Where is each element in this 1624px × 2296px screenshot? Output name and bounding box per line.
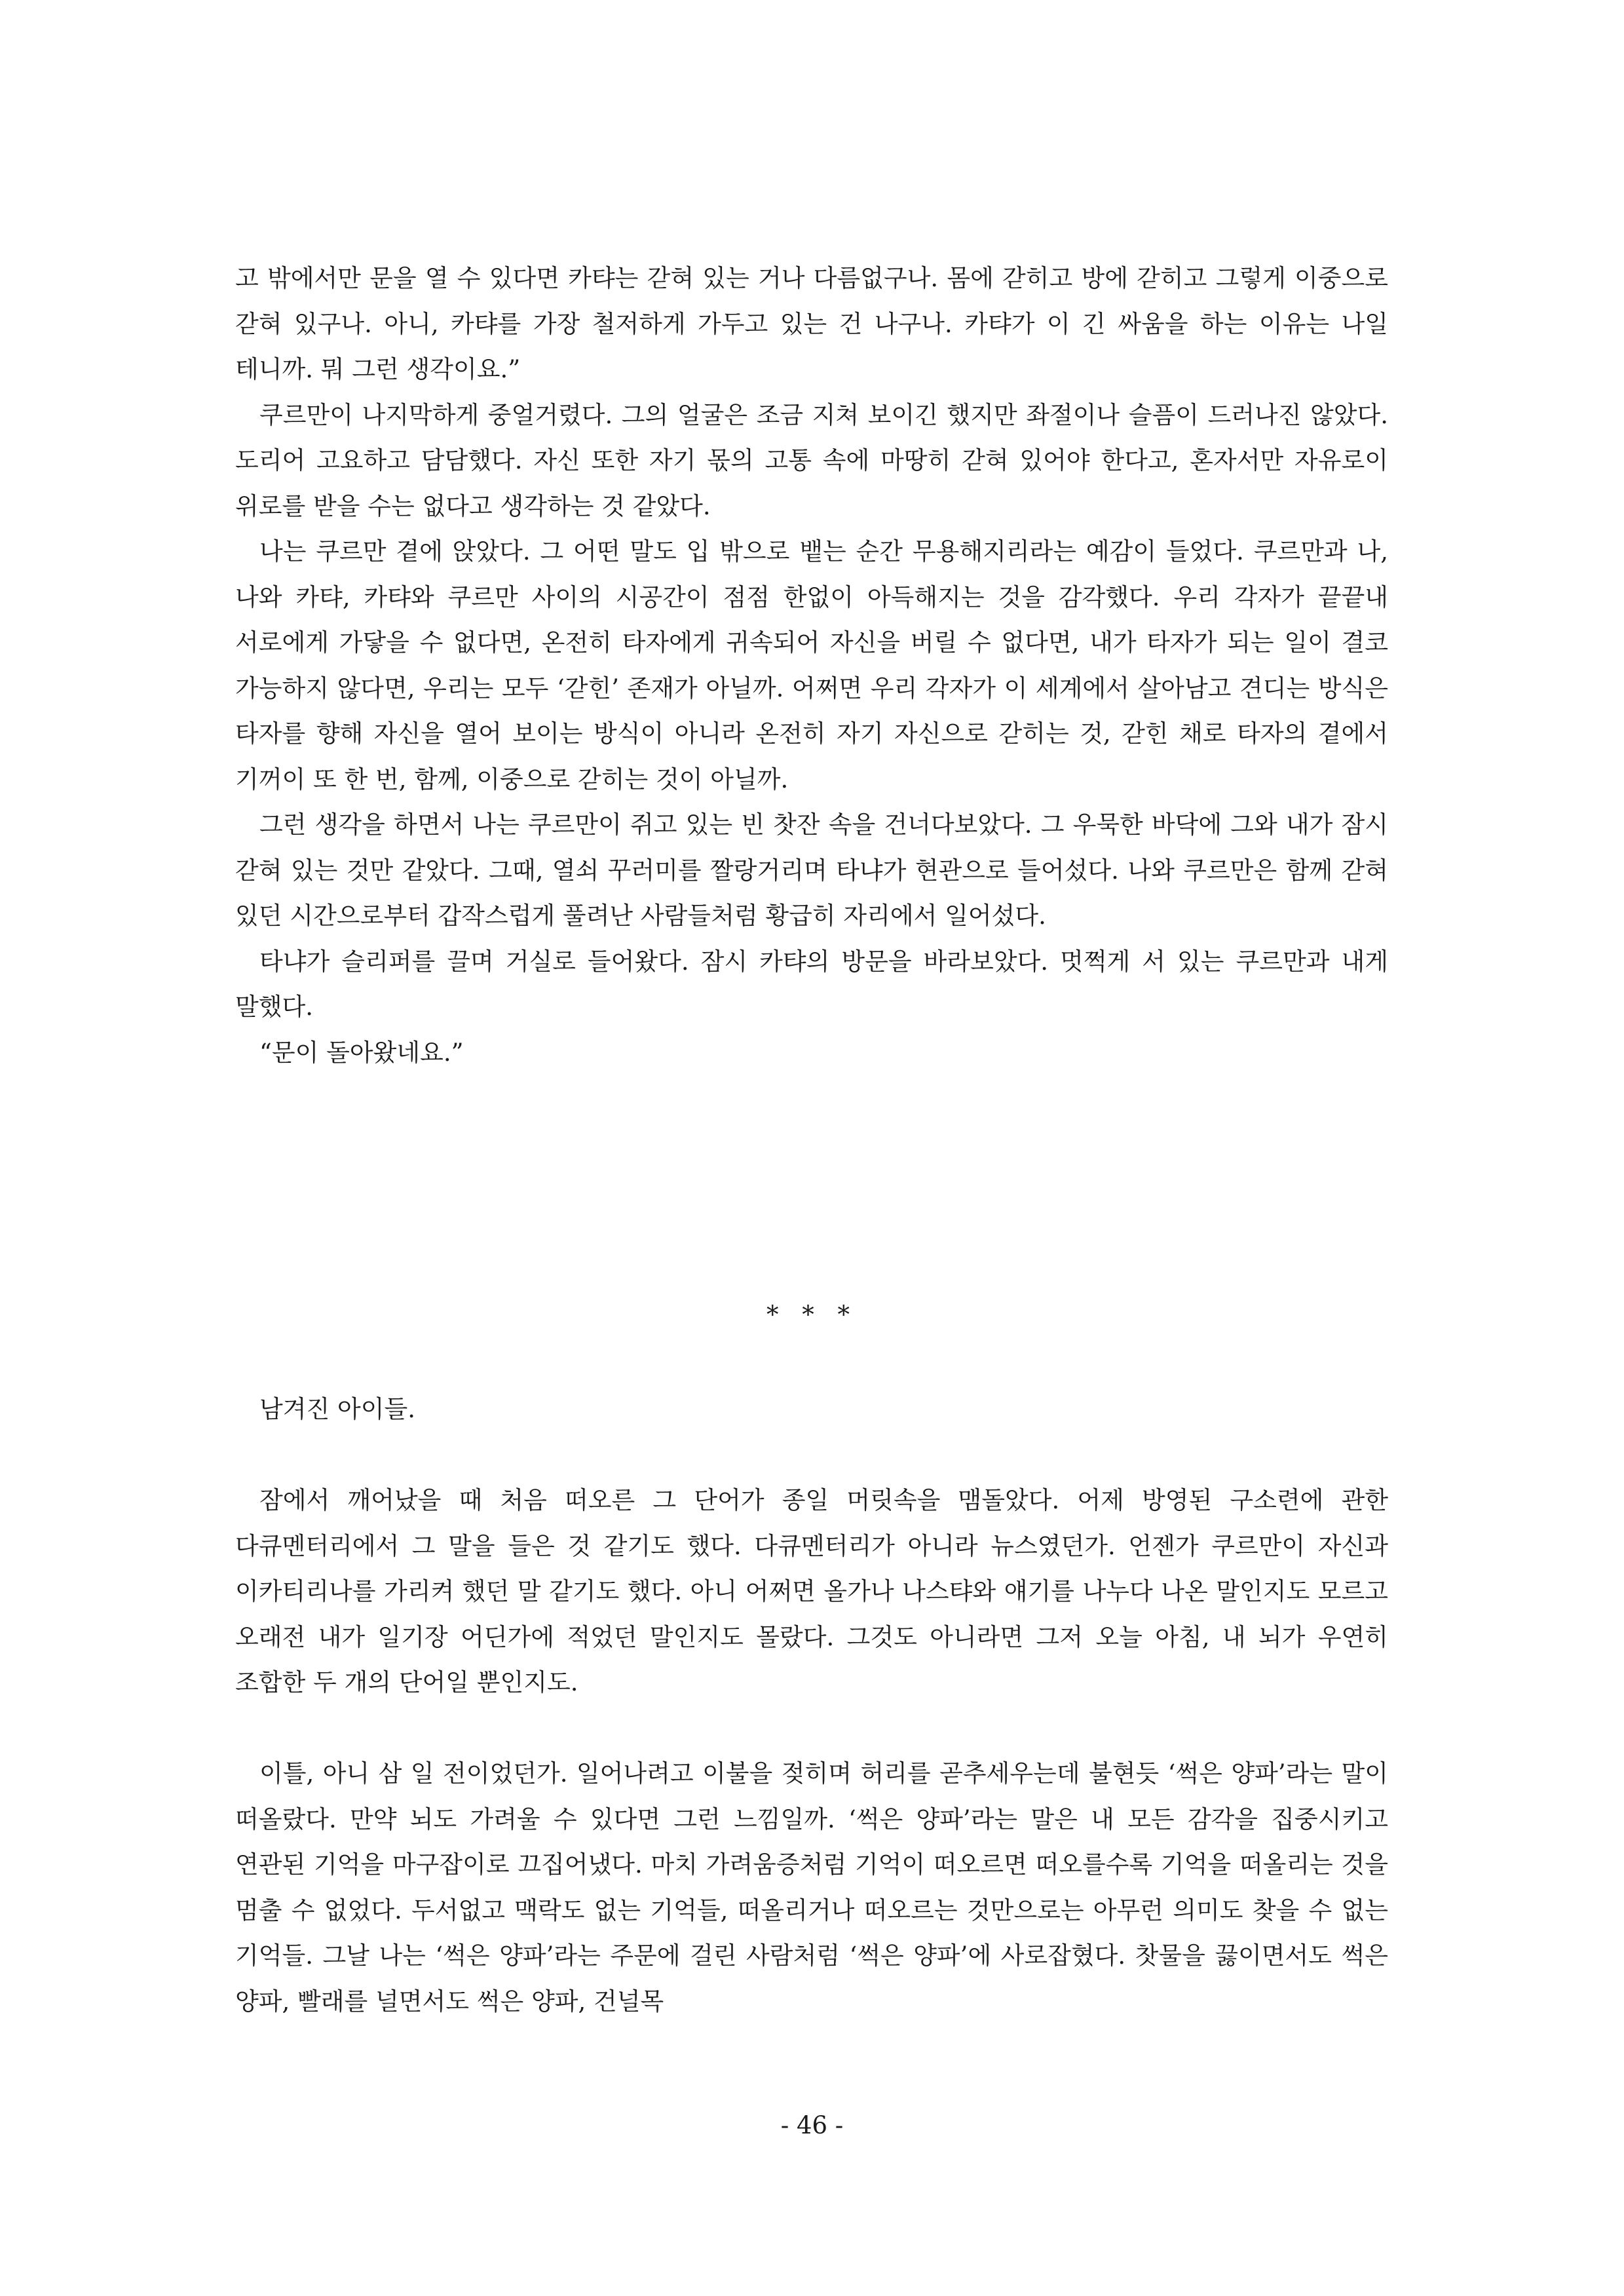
paragraph: 고 밖에서만 문을 열 수 있다면 카탸는 갇혀 있는 거나 다름없구나. 몸에 갇히고 방에 갇히고 그렇게 이중으로 갇혀 있구나. 아니, 카탸를 가장 철저하게 가두고 있는 건 나구나. 카탸가 이 긴 싸움을 하는 이유는 나일 테니까. 뭐 그런 생각이요.” xyxy=(235,264,1388,383)
dialogue-line: “문이 돌아왔네요.” xyxy=(259,1038,464,1067)
paragraph: 나는 쿠르만 곁에 앉았다. 그 어떤 말도 입 밖으로 뱉는 순간 무용해지리라는 예감이 들었다. 쿠르만과 나, 나와 카탸, 카탸와 쿠르만 사이의 시공간이 점점 한없이 아득해지는 것을 감각했다. 우리 각자가 끝끝내 서로에게 가닿을 수 없다면, 온전히 타자에게 귀속되어 자신을 버릴 수 없다면, 내가 타자가 되는 일이 결코 가능하지 않다면, 우리는 모두 ‘갇힌’ 존재가 아닐까. 어쩌면 우리 각자가 이 세계에서 살아남고 견디는 방식은 타자를 향해 자신을 열어 보이는 방식이 아니라 온전히 자기 자신으로 갇히는 것, 갇힌 채로 타자의 곁에서 기꺼이 또 한 번, 함께, 이중으로 갇히는 것이 아닐까. xyxy=(235,537,1388,794)
section-separator: * * * xyxy=(766,1301,858,1329)
paragraph: 그런 생각을 하면서 나는 쿠르만이 쥐고 있는 빈 찻잔 속을 건너다보았다. 그 우묵한 바닥에 그와 내가 잠시 갇혀 있는 것만 같았다. 그때, 열쇠 꾸러미를 짤랑거리며 타냐가 현관으로 들어섰다. 나와 쿠르만은 함께 갇혀 있던 시간으로부터 갑작스럽게 풀려난 사람들처럼 황급히 자리에서 일어섰다. xyxy=(235,811,1388,930)
section-a xyxy=(235,256,1388,1075)
paragraph: 타냐가 슬리퍼를 끌며 거실로 들어왔다. 잠시 카탸의 방문을 바라보았다. 멋쩍게 서 있는 쿠르만과 내게 말했다. xyxy=(235,947,1388,1021)
paragraph: 잠에서 깨어났을 때 처음 떠오른 그 단어가 종일 머릿속을 맴돌았다. 어제 방영된 구소련에 관한 다큐멘터리에서 그 말을 들은 것 같기도 했다. 다큐멘터리가 아니라 뉴스였던가. 언젠가 쿠르만이 자신과 이카티리나를 가리켜 했던 말 같기도 했다. 아니 어쩌면 올가나 나스탸와 얘기를 나누다 나온 말인지도 모르고 오래전 내가 일기장 어딘가에 적었던 말인지도 몰랐다. 그것도 아니라면 그저 오늘 아침, 내 뇌가 우연히 조합한 두 개의 단어일 뿐인지도. xyxy=(235,1486,1388,1696)
paragraph: 쿠르만이 나지막하게 중얼거렸다. 그의 얼굴은 조금 지쳐 보이긴 했지만 좌절이나 슬픔이 드러나진 않았다. 도리어 고요하고 담담했다. 자신 또한 자기 몫의 고통 속에 마땅히 갇혀 있어야 한다고, 혼자서만 자유로이 위로를 받을 수는 없다고 생각하는 것 같았다. xyxy=(235,400,1388,520)
section-heading-line: 남겨진 아이들. xyxy=(259,1395,415,1423)
page-number: - 46 - xyxy=(780,2111,844,2139)
section-b xyxy=(235,1387,1388,2024)
paragraph: 이틀, 아니 삼 일 전이었던가. 일어나려고 이불을 젖히며 허리를 곧추세우는데 불현듯 ‘썩은 양파’라는 말이 떠올랐다. 만약 뇌도 가려울 수 있다면 그런 느낌일까. ‘썩은 양파’라는 말은 내 모든 감각을 집중시키고 연관된 기억을 마구잡이로 끄집어냈다. 마치 가려움증처럼 기억이 떠오르면 떠오를수록 기억을 떠올리는 것을 멈출 수 없었다. 두서없고 맥락도 없는 기억들, 떠올리거나 떠오르는 것만으로는 아무런 의미도 찾을 수 없는 기억들. 그날 나는 ‘썩은 양파’라는 주문에 걸린 사람처럼 ‘썩은 양파’에 사로잡혔다. 찻물을 끓이면서도 썩은 양파, 빨래를 널면서도 썩은 양파, 건널목 xyxy=(235,1759,1388,2016)
